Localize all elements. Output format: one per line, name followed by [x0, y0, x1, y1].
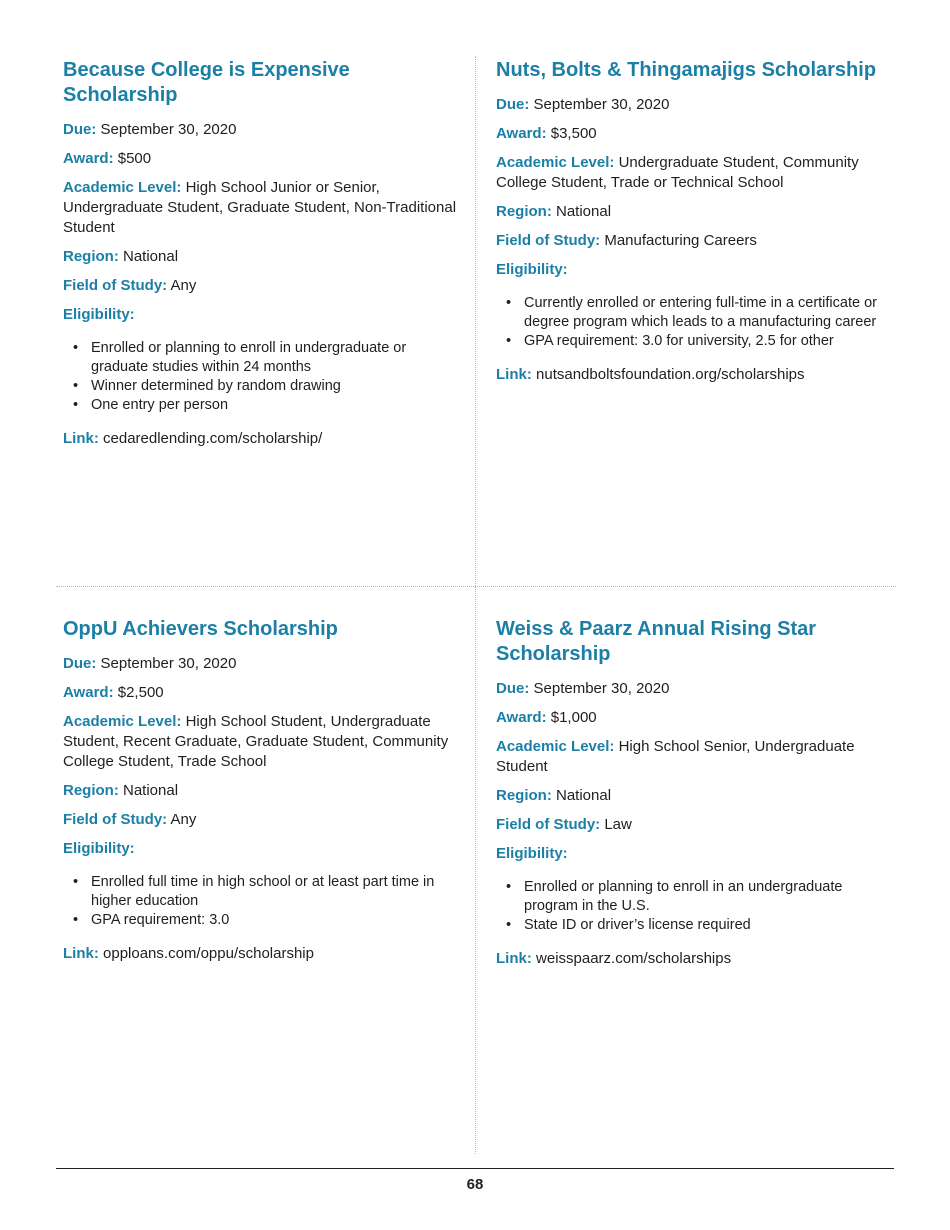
award-value: $2,500: [117, 684, 164, 701]
field-of-study-value: Law: [604, 816, 632, 833]
award-field: [496, 708, 891, 728]
region-value: National: [123, 248, 179, 265]
scholarship-title: Because College is Expensive Scholarship: [63, 59, 350, 106]
academic-level-label: Academic Level:: [63, 179, 182, 196]
eligibility-list: [63, 339, 458, 415]
field-of-study-value: Any: [170, 811, 197, 828]
region-label: Region:: [63, 248, 119, 265]
due-label: Due:: [496, 96, 530, 113]
academic-level-value: Undergraduate Student, Community College Student, Trade or Technical School: [496, 154, 859, 191]
scholarship-card: [496, 617, 891, 978]
award-field: [496, 124, 891, 144]
award-label: Award:: [496, 709, 547, 726]
scholarship-card: [63, 617, 458, 973]
eligibility-list: [63, 873, 458, 930]
link-field: [496, 949, 891, 969]
link-label: Link:: [496, 950, 532, 967]
eligibility-text: Enrolled or planning to enroll in an undergraduate program in the U.S.: [524, 879, 843, 914]
bullet-icon: •: [73, 397, 79, 413]
scholarship-link[interactable]: opploans.com/oppu/scholarship: [103, 945, 314, 962]
row-divider: [56, 586, 896, 587]
bullet-icon: •: [73, 340, 79, 356]
award-value: $1,000: [550, 709, 597, 726]
region-field: [496, 786, 891, 806]
award-field: [63, 683, 458, 703]
scholarship-title: Nuts, Bolts & Thingamajigs Scholarship: [496, 59, 877, 81]
region-field: [63, 781, 458, 801]
academic-level-value: High School Senior, Undergraduate Student: [496, 738, 855, 775]
eligibility-label: Eligibility:: [63, 306, 135, 323]
academic-level-label: Academic Level:: [63, 713, 182, 730]
list-item: [63, 873, 458, 911]
eligibility-list: [496, 878, 891, 935]
award-field: [63, 149, 458, 169]
list-item: [496, 878, 891, 916]
academic-level-field: [496, 737, 891, 777]
bullet-icon: •: [506, 333, 512, 349]
link-field: [63, 429, 458, 449]
due-date-field: [496, 95, 891, 115]
column-divider: [475, 56, 476, 1154]
eligibility-label: Eligibility:: [63, 840, 135, 857]
academic-level-field: [496, 153, 891, 193]
region-field: [63, 247, 458, 267]
field-of-study-value: Any: [170, 277, 197, 294]
eligibility-list: [496, 294, 891, 351]
footer-rule: [56, 1168, 894, 1169]
page-number: 68: [466, 1176, 484, 1193]
region-label: Region:: [63, 782, 119, 799]
eligibility-text: GPA requirement: 3.0 for university, 2.5 for other: [524, 333, 834, 349]
academic-level-label: Academic Level:: [496, 154, 615, 171]
bullet-icon: •: [506, 879, 512, 895]
bullet-icon: •: [73, 378, 79, 394]
due-value: September 30, 2020: [533, 680, 670, 697]
field-of-study-field: [63, 276, 458, 296]
field-of-study-label: Field of Study:: [496, 816, 601, 833]
scholarship-title: Weiss & Paarz Annual Rising Star Scholarship: [496, 618, 817, 665]
scholarship-card: [63, 58, 458, 458]
eligibility-label: Eligibility:: [496, 261, 568, 278]
academic-level-value: High School Student, Undergraduate Student, Recent Graduate, Graduate Student, Community College Student, Trade School: [63, 713, 449, 770]
list-item: [496, 332, 891, 351]
list-item: [63, 339, 458, 377]
link-label: Link:: [63, 945, 99, 962]
award-label: Award:: [63, 150, 114, 167]
eligibility-text: Enrolled or planning to enroll in undergraduate or graduate studies within 24 months: [91, 340, 407, 375]
due-value: September 30, 2020: [100, 121, 237, 138]
list-item: [63, 396, 458, 415]
list-item: [63, 377, 458, 396]
region-label: Region:: [496, 203, 552, 220]
list-item: [496, 294, 891, 332]
award-label: Award:: [63, 684, 114, 701]
list-item: [63, 911, 458, 930]
due-value: September 30, 2020: [533, 96, 670, 113]
scholarship-link[interactable]: nutsandboltsfoundation.org/scholarships: [536, 366, 805, 383]
due-value: September 30, 2020: [100, 655, 237, 672]
link-label: Link:: [63, 430, 99, 447]
academic-level-field: [63, 178, 458, 238]
award-value: $500: [117, 150, 152, 167]
link-field: [63, 944, 458, 964]
eligibility-text: One entry per person: [91, 397, 229, 413]
scholarship-card: [496, 58, 891, 394]
due-label: Due:: [63, 655, 97, 672]
region-label: Region:: [496, 787, 552, 804]
academic-level-value: High School Junior or Senior, Undergraduate Student, Graduate Student, Non-Traditional Student: [63, 179, 457, 236]
bullet-icon: •: [73, 912, 79, 928]
eligibility-label: Eligibility:: [496, 845, 568, 862]
region-field: [496, 202, 891, 222]
eligibility-text: Winner determined by random drawing: [91, 378, 341, 394]
award-label: Award:: [496, 125, 547, 142]
region-value: National: [556, 203, 612, 220]
due-date-field: [63, 654, 458, 674]
academic-level-label: Academic Level:: [496, 738, 615, 755]
scholarship-link[interactable]: weisspaarz.com/scholarships: [536, 950, 732, 967]
field-of-study-field: [496, 231, 891, 251]
link-field: [496, 365, 891, 385]
field-of-study-field: [63, 810, 458, 830]
eligibility-text: State ID or driver’s license required: [524, 917, 751, 933]
field-of-study-label: Field of Study:: [63, 811, 168, 828]
field-of-study-value: Manufacturing Careers: [604, 232, 757, 249]
due-date-field: [496, 679, 891, 699]
scholarship-title: OppU Achievers Scholarship: [63, 618, 338, 640]
eligibility-text: GPA requirement: 3.0: [91, 912, 230, 928]
scholarship-link[interactable]: cedaredlending.com/scholarship/: [103, 430, 323, 447]
academic-level-field: [63, 712, 458, 772]
bullet-icon: •: [506, 917, 512, 933]
list-item: [496, 916, 891, 935]
eligibility-text: Currently enrolled or entering full-time in a certificate or degree program which leads to a manufacturing career: [524, 295, 877, 330]
due-label: Due:: [63, 121, 97, 138]
bullet-icon: •: [506, 295, 512, 311]
award-value: $3,500: [550, 125, 597, 142]
region-value: National: [556, 787, 612, 804]
field-of-study-label: Field of Study:: [496, 232, 601, 249]
link-label: Link:: [496, 366, 532, 383]
bullet-icon: •: [73, 874, 79, 890]
field-of-study-label: Field of Study:: [63, 277, 168, 294]
field-of-study-field: [496, 815, 891, 835]
due-date-field: [63, 120, 458, 140]
eligibility-text: Enrolled full time in high school or at least part time in higher education: [91, 874, 435, 909]
region-value: National: [123, 782, 179, 799]
due-label: Due:: [496, 680, 530, 697]
